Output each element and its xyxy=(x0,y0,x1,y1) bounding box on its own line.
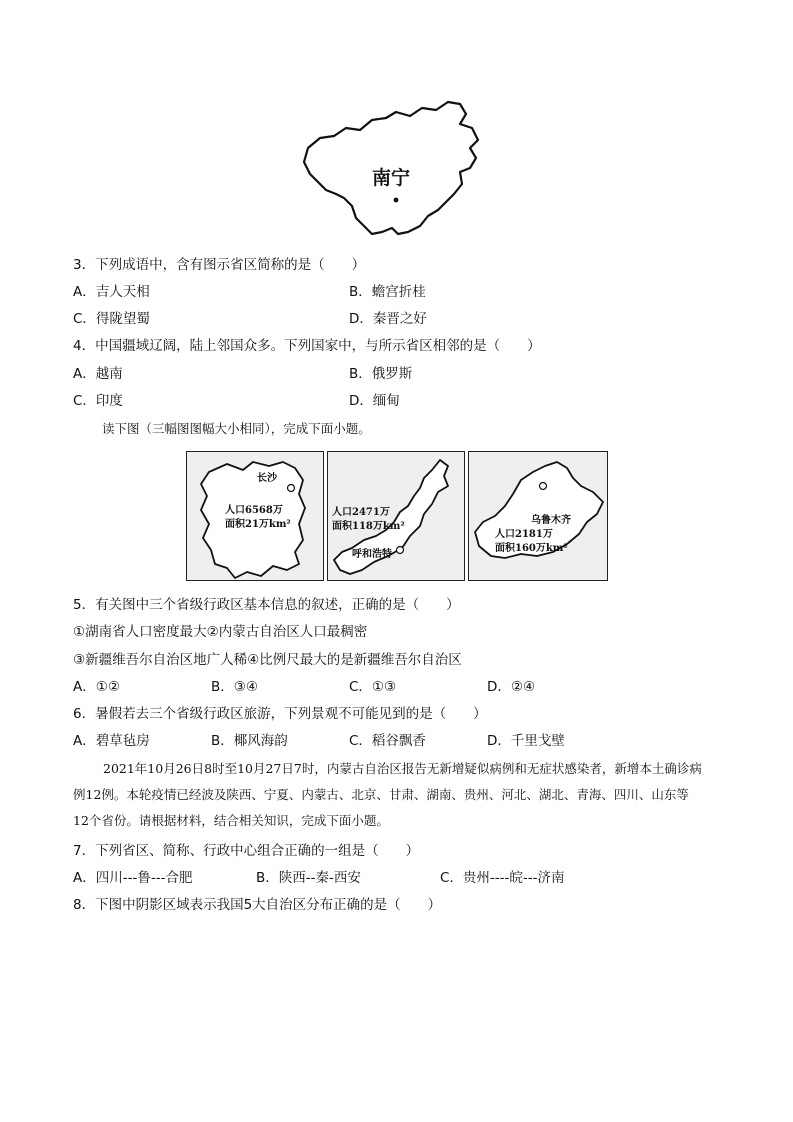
map-city-label: 长沙 xyxy=(257,473,277,484)
map-hunan xyxy=(186,451,324,581)
q6-option-b[interactable]: B．椰风海韵 xyxy=(211,733,288,749)
material-passage: 2021年10月26日8时至10月27日7时，内蒙古自治区报告无新增疑似病例和无症状感染者，新增本土确诊病例12例。本轮疫情已经波及陕西、宁夏、内蒙古、北京、甘肃、湖南、贵州、河北、湖北、青海、四川、山东等12个省份。请根据材料，结合相关知识，完成下面小题。 xyxy=(73,761,702,828)
q3-option-b[interactable]: B．蟾宫折桂 xyxy=(349,284,426,300)
q4-option-c[interactable]: C．印度 xyxy=(73,393,123,409)
q4-stem: 4．中国疆域辽阔，陆上邻国众多。下列国家中，与所示省区相邻的是（ ） xyxy=(73,338,541,354)
capital-label: 南宁 xyxy=(372,167,411,189)
q5-option-d[interactable]: D．②④ xyxy=(487,679,536,695)
q6-option-c[interactable]: C．稻谷飘香 xyxy=(349,733,426,749)
urumqi-dot xyxy=(540,483,547,490)
q5-option-c[interactable]: C．①③ xyxy=(349,679,397,695)
map-xinjiang xyxy=(468,451,608,581)
map-population-label: 人口2181万 xyxy=(495,529,553,540)
map-area-label: 面积21万km² xyxy=(225,519,291,530)
q3-option-c[interactable]: C．得陇望蜀 xyxy=(73,311,150,327)
q6-stem: 6．暑假若去三个省级行政区旅游，下列景观不可能见到的是（ ） xyxy=(73,706,487,722)
q8-stem: 8．下图中阴影区域表示我国5大自治区分布正确的是（ ） xyxy=(73,897,442,913)
q7-option-a[interactable]: A．四川---鲁---合肥 xyxy=(73,870,193,886)
hohhot-dot xyxy=(397,547,404,554)
q5-statement-line-1: ①湖南省人口密度最大②内蒙古自治区人口最稠密 xyxy=(73,624,368,640)
read-figure-instruction: 读下图（三幅图图幅大小相同），完成下面小题。 xyxy=(102,421,371,436)
q5-option-b[interactable]: B．③④ xyxy=(211,679,258,695)
q6-option-d[interactable]: D．千里戈壁 xyxy=(487,733,565,749)
q3-option-d[interactable]: D．秦晋之好 xyxy=(349,311,427,327)
map-area-label: 面积160万km² xyxy=(495,543,568,554)
map-area-label: 面积118万km² xyxy=(332,521,405,532)
top-province-map xyxy=(300,98,490,240)
map-city-label: 呼和浩特 xyxy=(352,549,392,560)
q5-option-a[interactable]: A．①② xyxy=(73,679,120,695)
q3-option-a[interactable]: A．吉人天相 xyxy=(73,284,150,300)
q7-option-b[interactable]: B．陕西--秦-西安 xyxy=(256,870,361,886)
q3-stem: 3．下列成语中，含有图示省区简称的是（ ） xyxy=(73,257,366,273)
q7-stem: 7．下列省区、简称、行政中心组合正确的一组是（ ） xyxy=(73,843,420,859)
q5-statement-line-2: ③新疆维吾尔自治区地广人稀④比例尺最大的是新疆维吾尔自治区 xyxy=(73,652,462,668)
capital-dot xyxy=(394,198,399,203)
q7-option-c[interactable]: C．贵州----皖---济南 xyxy=(440,870,565,886)
q4-option-d[interactable]: D．缅甸 xyxy=(349,393,400,409)
map-inner-mongolia xyxy=(327,451,465,581)
map-population-label: 人口6568万 xyxy=(225,505,283,516)
q5-stem: 5．有关图中三个省级行政区基本信息的叙述，正确的是（ ） xyxy=(73,597,460,613)
q4-option-a[interactable]: A．越南 xyxy=(73,366,123,382)
map-city-label: 乌鲁木齐 xyxy=(531,515,571,526)
map-population-label: 人口2471万 xyxy=(332,507,390,518)
q6-option-a[interactable]: A．碧草毡房 xyxy=(73,733,150,749)
q4-option-b[interactable]: B．俄罗斯 xyxy=(349,366,413,382)
changsha-dot xyxy=(288,485,295,492)
